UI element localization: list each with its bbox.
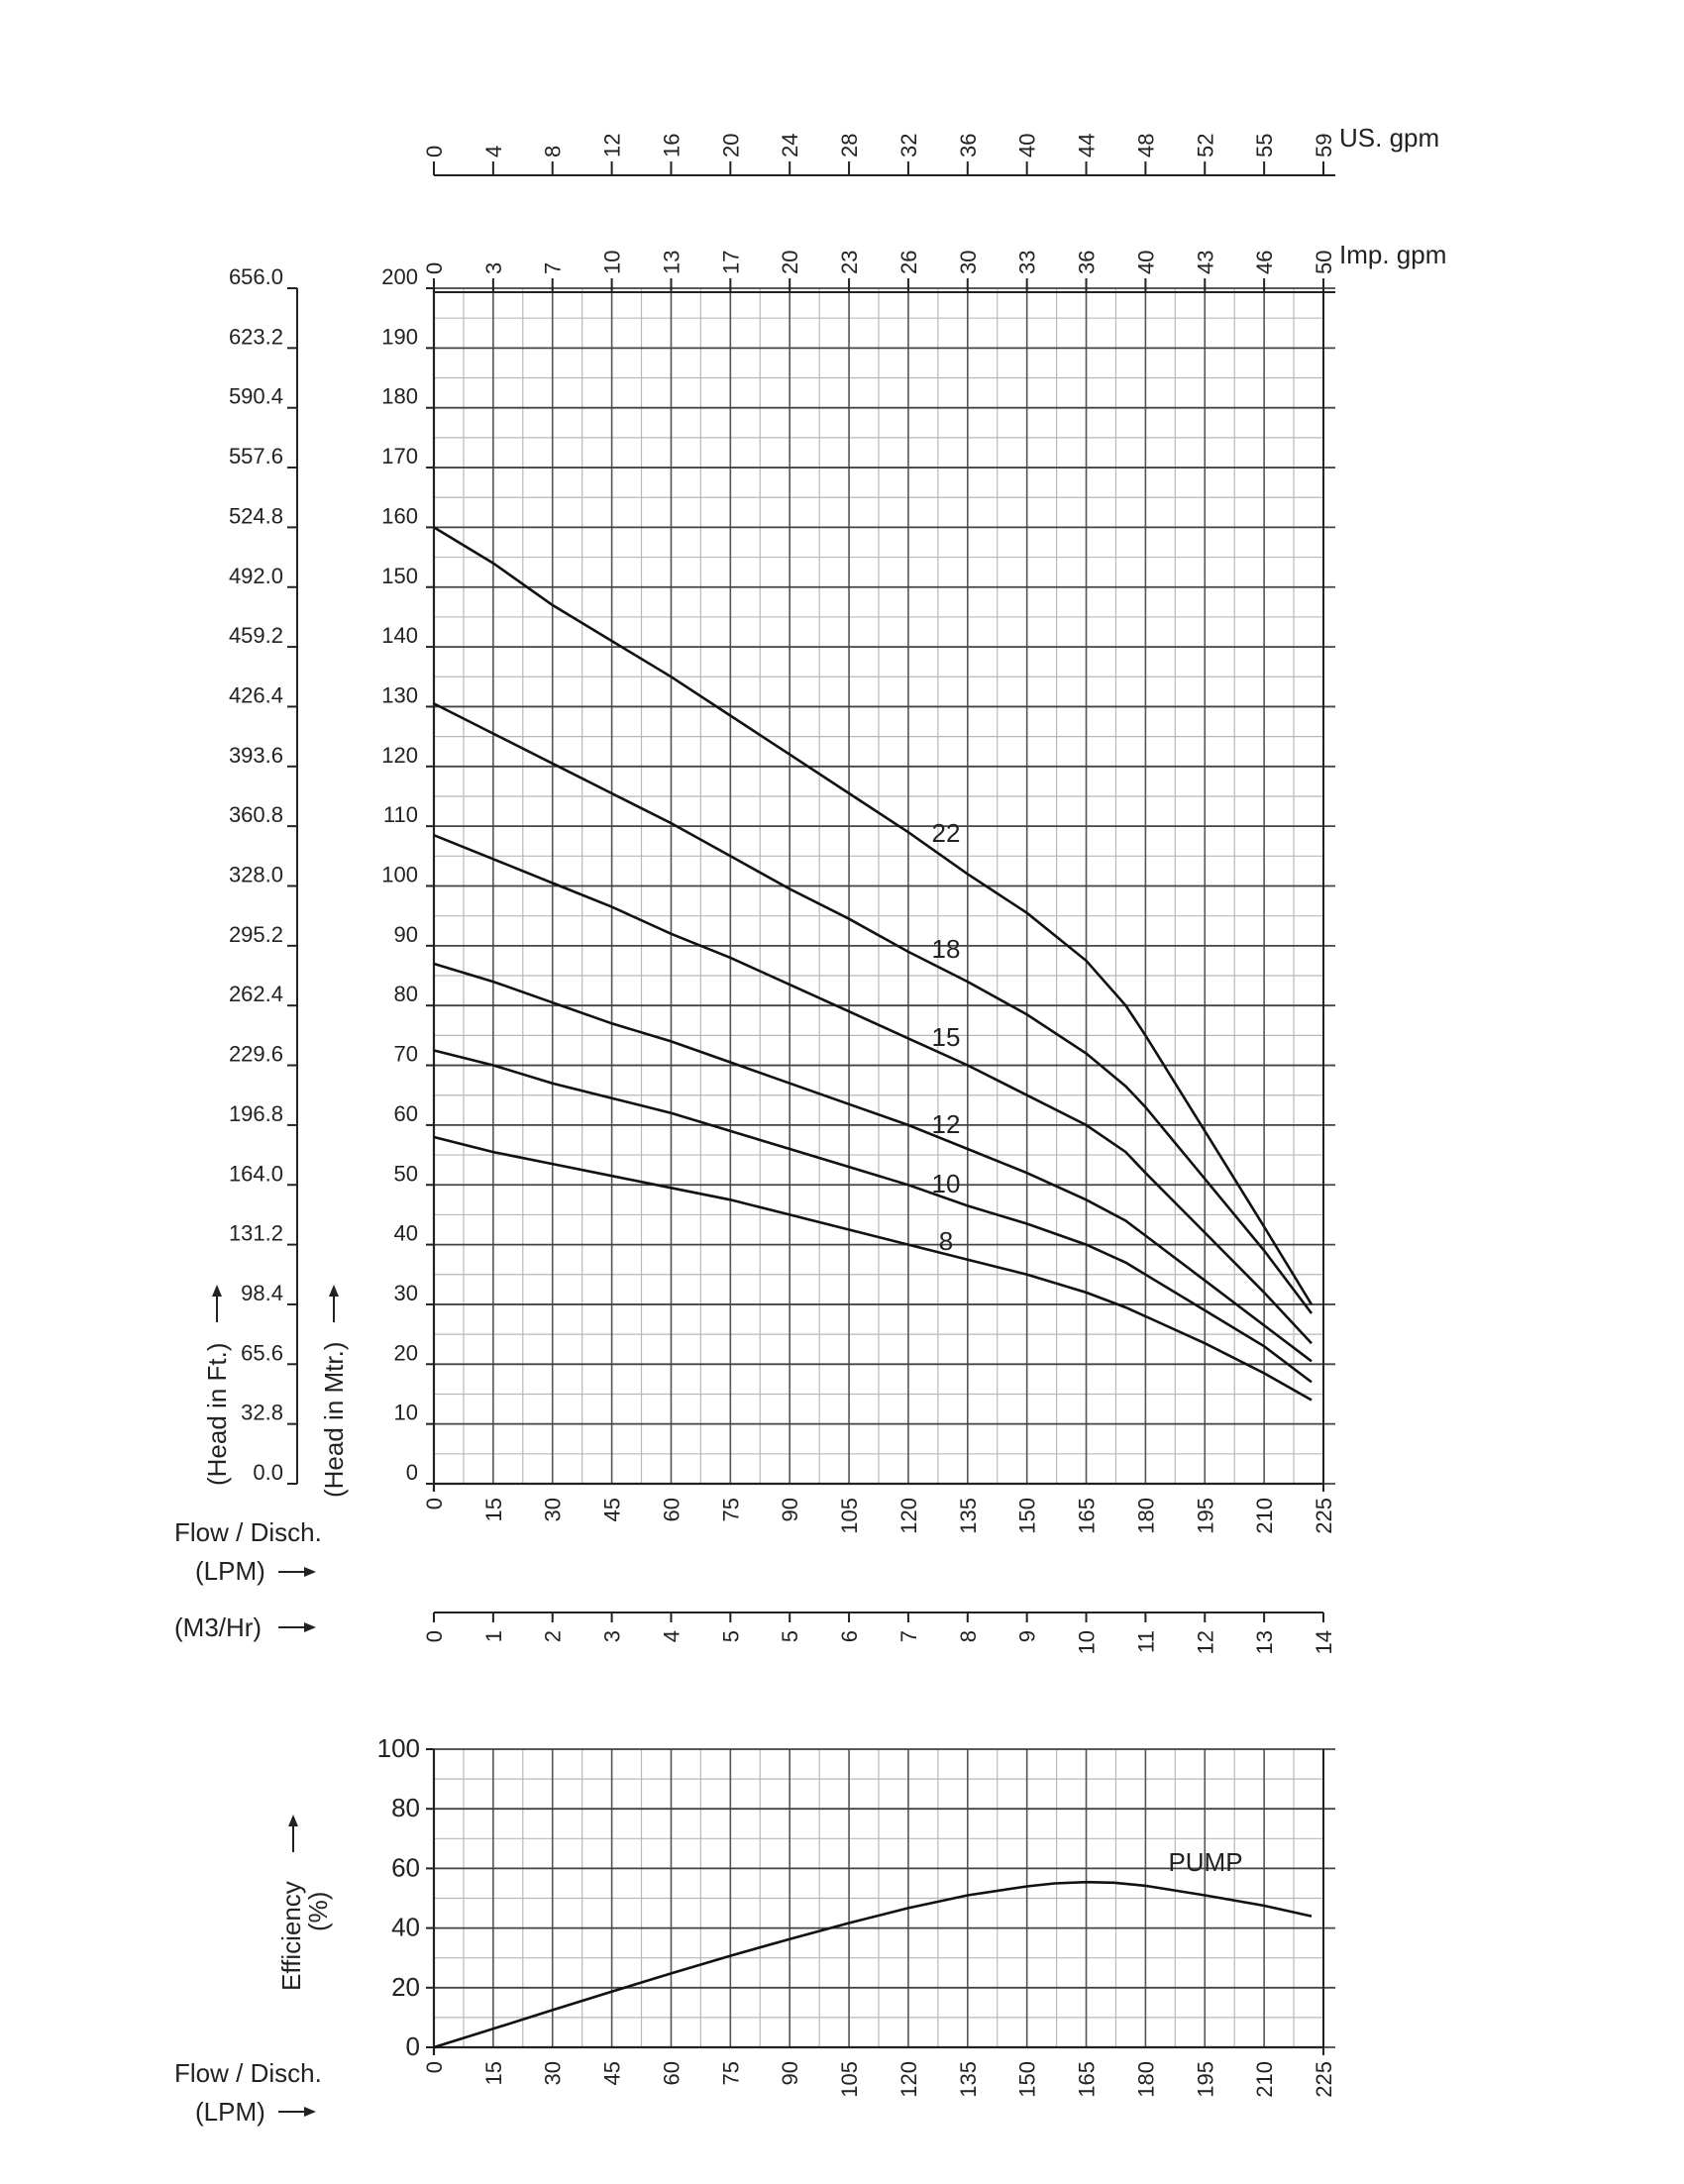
imp-gpm-tick-label: 13: [659, 250, 684, 274]
ft-tick-label: 623.2: [228, 324, 283, 350]
ft-tick-label: 557.6: [228, 444, 283, 469]
imp-gpm-tick-label: 30: [955, 250, 981, 274]
eff-axis-title: Efficiency: [276, 1881, 306, 1991]
mtr-tick-label: 0: [405, 1460, 418, 1485]
lpm-arrow-head: [304, 1567, 316, 1577]
ft-tick-label: 65.6: [241, 1340, 283, 1366]
mtr-tick-label: 30: [393, 1280, 418, 1305]
eff-lpm-tick-label: 30: [540, 2061, 566, 2086]
eff-tick-label: 0: [405, 2031, 420, 2061]
imp-gpm-tick-label: 50: [1312, 250, 1336, 274]
mtr-tick-label: 150: [381, 563, 418, 588]
flow-axis-title: Flow / Disch.: [174, 1517, 322, 1547]
mtr-tick-label: 160: [381, 503, 418, 529]
imp-gpm-tick-label: 43: [1193, 250, 1218, 274]
lpm-tick-label: 0: [422, 1498, 447, 1510]
lpm-tick-label: 105: [837, 1498, 863, 1534]
eff-lpm-tick-label: 180: [1133, 2061, 1159, 2098]
us-gpm-tick-label: 44: [1074, 133, 1100, 157]
curve-label-12: 12: [931, 1109, 961, 1139]
curve-label-18: 18: [931, 934, 961, 964]
m3-tick-label: 13: [1252, 1630, 1278, 1655]
mtr-tick-label: 10: [393, 1400, 418, 1425]
eff-lpm-tick-label: 120: [895, 2061, 921, 2098]
m3-tick-label: 7: [895, 1630, 921, 1643]
ft-tick-label: 590.4: [228, 383, 283, 409]
ft-tick-label: 196.8: [228, 1100, 283, 1126]
ft-tick-label: 656.0: [228, 264, 283, 289]
mtr-tick-label: 60: [393, 1100, 418, 1126]
eff-axis-arrow-head: [288, 1815, 298, 1826]
lpm-tick-label: 225: [1312, 1498, 1336, 1534]
ft-tick-label: 459.2: [228, 623, 283, 649]
ft-tick-label: 426.4: [228, 682, 283, 708]
us-gpm-tick-label: 40: [1014, 133, 1040, 157]
ft-tick-label: 131.2: [228, 1220, 283, 1246]
eff-tick-label: 40: [391, 1912, 420, 1942]
us-gpm-tick-label: 36: [955, 133, 981, 157]
eff-lpm-tick-label: 75: [718, 2061, 744, 2086]
m3-tick-label: 2: [540, 1630, 566, 1643]
mtr-tick-label: 200: [381, 264, 418, 289]
lpm-tick-label: 180: [1133, 1498, 1159, 1534]
m3-tick-label: 5: [778, 1630, 803, 1643]
m3-tick-label: 3: [599, 1630, 625, 1643]
mtr-tick-label: 180: [381, 383, 418, 409]
lpm-tick-label: 210: [1252, 1498, 1278, 1534]
mtr-tick-label: 80: [393, 982, 418, 1007]
eff-tick-label: 60: [391, 1852, 420, 1883]
eff-lpm-tick-label: 60: [659, 2061, 684, 2086]
us-gpm-tick-label: 12: [599, 133, 625, 157]
mtr-tick-label: 130: [381, 682, 418, 708]
eff-lpm-arrow-head: [304, 2107, 316, 2117]
eff-lpm-tick-label: 45: [599, 2061, 625, 2086]
m3-arrow-head: [304, 1622, 316, 1632]
mtr-axis-title: (Head in Mtr.): [319, 1341, 349, 1498]
ft-tick-label: 492.0: [228, 563, 283, 588]
us-gpm-tick-label: 24: [778, 133, 803, 157]
ft-tick-label: 295.2: [228, 921, 283, 947]
imp-gpm-tick-label: 23: [837, 250, 863, 274]
lpm-tick-label: 120: [895, 1498, 921, 1534]
us-gpm-tick-label: 32: [895, 133, 921, 157]
efficiency-curve-pump: [434, 1882, 1312, 2047]
us-gpm-tick-label: 0: [422, 145, 447, 157]
mtr-tick-label: 170: [381, 444, 418, 469]
eff-lpm-tick-label: 105: [837, 2061, 863, 2098]
m3-tick-label: 12: [1193, 1630, 1218, 1655]
eff-lpm-tick-label: 150: [1014, 2061, 1040, 2098]
mtr-tick-label: 70: [393, 1041, 418, 1067]
imp-gpm-tick-label: 33: [1014, 250, 1040, 274]
m3-tick-label: 10: [1074, 1630, 1100, 1655]
ft-tick-label: 164.0: [228, 1161, 283, 1187]
imp-gpm-tick-label: 40: [1133, 250, 1159, 274]
mtr-axis-arrow-head: [329, 1285, 339, 1297]
mtr-tick-label: 120: [381, 742, 418, 768]
m3-tick-label: 11: [1133, 1630, 1159, 1653]
us-gpm-tick-label: 8: [540, 145, 566, 157]
imp-gpm-tick-label: 3: [480, 261, 506, 274]
curve-label-10: 10: [931, 1169, 961, 1198]
us-gpm-tick-label: 48: [1133, 133, 1159, 157]
eff-lpm-tick-label: 0: [422, 2061, 447, 2074]
m3-tick-label: 1: [480, 1630, 506, 1643]
lpm-tick-label: 150: [1014, 1498, 1040, 1534]
ft-tick-label: 524.8: [228, 503, 283, 529]
m3-tick-label: 9: [1014, 1630, 1040, 1643]
ft-tick-label: 328.0: [228, 862, 283, 887]
eff-lpm-tick-label: 195: [1193, 2061, 1218, 2098]
eff-lpm-tick-label: 165: [1074, 2061, 1100, 2098]
eff-tick-label: 100: [376, 1733, 420, 1763]
mtr-tick-label: 50: [393, 1161, 418, 1187]
curve-label-15: 15: [931, 1022, 961, 1052]
lpm-tick-label: 60: [659, 1498, 684, 1522]
eff-lpm-unit-label: (LPM): [195, 2097, 265, 2127]
ft-tick-label: 360.8: [228, 802, 283, 828]
eff-flow-axis-title: Flow / Disch.: [174, 2058, 322, 2088]
us-gpm-tick-label: 28: [837, 133, 863, 157]
m3-tick-label: 4: [659, 1630, 684, 1643]
lpm-tick-label: 30: [540, 1498, 566, 1522]
us-gpm-axis-title: US. gpm: [1339, 123, 1440, 153]
m3-tick-label: 6: [837, 1630, 863, 1643]
mtr-tick-label: 140: [381, 623, 418, 649]
lpm-tick-label: 45: [599, 1498, 625, 1522]
us-gpm-tick-label: 20: [718, 133, 744, 157]
m3-tick-label: 5: [718, 1630, 744, 1643]
us-gpm-tick-label: 16: [659, 133, 684, 157]
imp-gpm-tick-label: 36: [1074, 250, 1100, 274]
ft-tick-label: 32.8: [241, 1400, 283, 1425]
eff-lpm-tick-label: 210: [1252, 2061, 1278, 2098]
mtr-tick-label: 90: [393, 921, 418, 947]
lpm-tick-label: 165: [1074, 1498, 1100, 1534]
ft-tick-label: 229.6: [228, 1041, 283, 1067]
imp-gpm-axis-title: Imp. gpm: [1339, 240, 1447, 269]
lpm-tick-label: 195: [1193, 1498, 1218, 1534]
eff-lpm-tick-label: 225: [1312, 2061, 1336, 2098]
ft-axis-title: (Head in Ft.): [202, 1342, 232, 1486]
mtr-tick-label: 40: [393, 1220, 418, 1246]
head-curve-8: [434, 1137, 1312, 1401]
curve-label-8: 8: [938, 1226, 954, 1256]
eff-tick-label: 80: [391, 1793, 420, 1823]
ft-tick-label: 262.4: [228, 982, 283, 1007]
mtr-tick-label: 110: [382, 802, 418, 828]
imp-gpm-tick-label: 7: [540, 261, 566, 274]
m3-tick-label: 8: [955, 1630, 981, 1643]
efficiency-grid: [434, 1749, 1335, 2055]
mtr-tick-label: 190: [381, 324, 418, 350]
m3-unit-label: (M3/Hr): [174, 1612, 263, 1642]
imp-gpm-tick-label: 17: [718, 250, 744, 274]
imp-gpm-tick-label: 20: [778, 250, 803, 274]
ft-axis-arrow-head: [212, 1285, 222, 1297]
imp-gpm-tick-label: 10: [599, 250, 625, 274]
us-gpm-tick-label: 52: [1193, 133, 1218, 157]
eff-lpm-tick-label: 135: [955, 2061, 981, 2098]
m3-tick-label: 14: [1312, 1630, 1336, 1655]
imp-gpm-tick-label: 0: [422, 261, 447, 274]
eff-lpm-tick-label: 15: [480, 2061, 506, 2086]
m3-tick-label: 0: [422, 1630, 447, 1643]
ft-tick-label: 0.0: [253, 1460, 283, 1485]
ft-tick-label: 393.6: [228, 742, 283, 768]
eff-axis-unit: (%): [303, 1891, 333, 1931]
lpm-tick-label: 15: [480, 1498, 506, 1522]
eff-tick-label: 20: [391, 1971, 420, 2002]
us-gpm-tick-label: 4: [480, 145, 506, 157]
lpm-tick-label: 75: [718, 1498, 744, 1522]
lpm-tick-label: 90: [778, 1498, 803, 1522]
imp-gpm-tick-label: 46: [1252, 250, 1278, 274]
mtr-tick-label: 20: [393, 1340, 418, 1366]
ft-tick-label: 98.4: [241, 1280, 283, 1305]
curve-label-22: 22: [931, 818, 961, 848]
efficiency-curve-label: PUMP: [1168, 1847, 1243, 1877]
us-gpm-tick-label: 59: [1312, 133, 1336, 157]
lpm-unit-label: (LPM): [195, 1556, 265, 1586]
us-gpm-tick-label: 55: [1252, 133, 1278, 157]
mtr-tick-label: 100: [381, 862, 418, 887]
eff-lpm-tick-label: 90: [778, 2061, 803, 2086]
lpm-tick-label: 135: [955, 1498, 981, 1534]
imp-gpm-tick-label: 26: [895, 250, 921, 274]
